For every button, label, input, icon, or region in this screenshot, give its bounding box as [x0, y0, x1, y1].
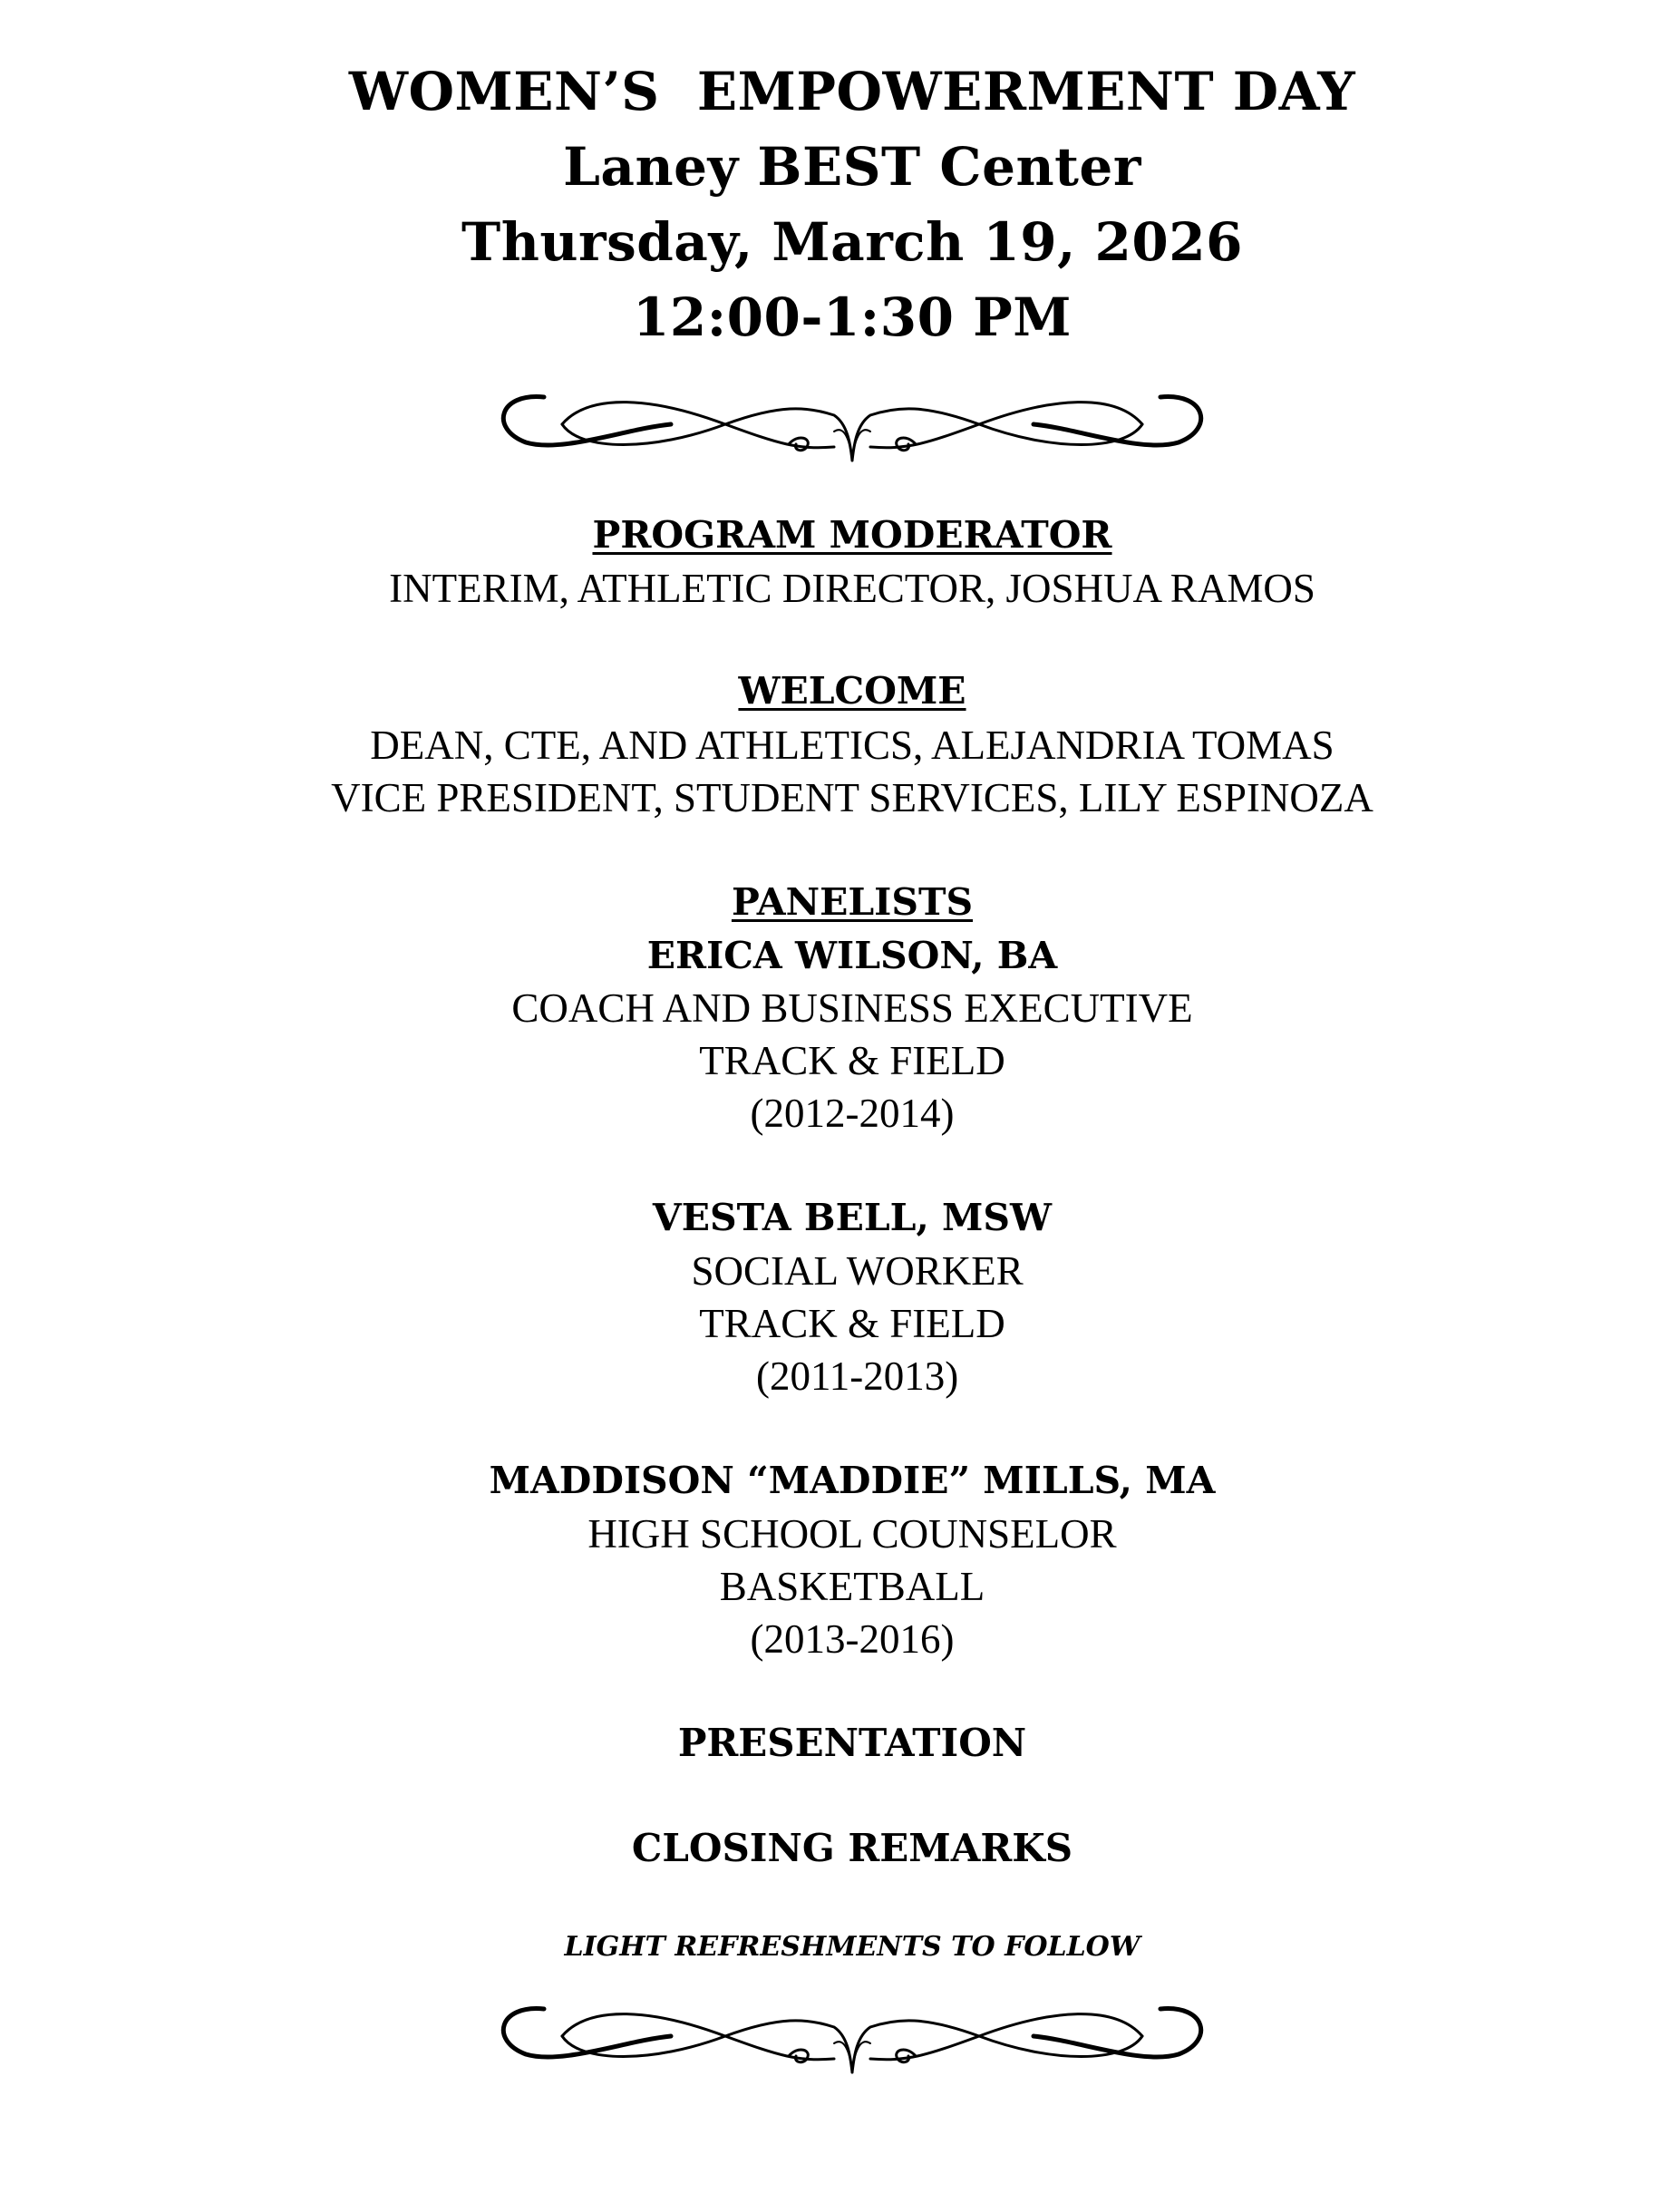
- panelist-role: HIGH SCHOOL COUNSELOR: [587, 1511, 1117, 1557]
- panelist-role: COACH AND BUSINESS EXECUTIVE: [511, 985, 1193, 1031]
- panelist-years: (2012-2014): [750, 1091, 955, 1136]
- panelist-name: ERICA WILSON, BA: [646, 934, 1058, 977]
- panelist-sport: TRACK & FIELD: [699, 1038, 1005, 1083]
- moderator-line: INTERIM, ATHLETIC DIRECTOR, JOSHUA RAMOS: [389, 566, 1315, 611]
- panelist-role: SOCIAL WORKER: [681, 1248, 1024, 1294]
- panelist-sport: TRACK & FIELD: [699, 1301, 1005, 1346]
- event-date: Thursday, March 19, 2026: [461, 211, 1243, 273]
- panelist-years: (2011-2013): [745, 1353, 959, 1399]
- event-time: 12:00-1:30 PM: [633, 286, 1072, 348]
- welcome-line-2: VICE PRESIDENT, STUDENT SERVICES, LILY ESPINOZA: [331, 775, 1373, 820]
- ornament-divider-bottom: [490, 2000, 1215, 2081]
- panelists-heading: PANELISTS: [731, 880, 974, 924]
- panelist-years: (2013-2016): [750, 1616, 955, 1662]
- welcome-line-1: DEAN, CTE, AND ATHLETICS, ALEJANDRIA TOMAS: [370, 723, 1334, 768]
- refreshments-note: LIGHT REFRESHMENTS TO FOLLOW: [564, 1931, 1140, 1963]
- moderator-heading: PROGRAM MODERATOR: [592, 513, 1112, 557]
- event-title: WOMEN’S EMPOWERMENT DAY: [348, 61, 1356, 122]
- welcome-heading: WELCOME: [738, 669, 966, 713]
- panelist-name: MADDISON “MADDIE” MILLS, MA: [489, 1459, 1216, 1502]
- presentation-heading: PRESENTATION: [677, 1721, 1027, 1765]
- panelist-name: VESTA BELL, MSW: [652, 1196, 1053, 1239]
- panelist-sport: BASKETBALL: [719, 1564, 985, 1609]
- ornament-divider-top: [490, 388, 1215, 470]
- closing-remarks-heading: CLOSING REMARKS: [631, 1826, 1073, 1870]
- event-venue: Laney BEST Center: [563, 136, 1141, 198]
